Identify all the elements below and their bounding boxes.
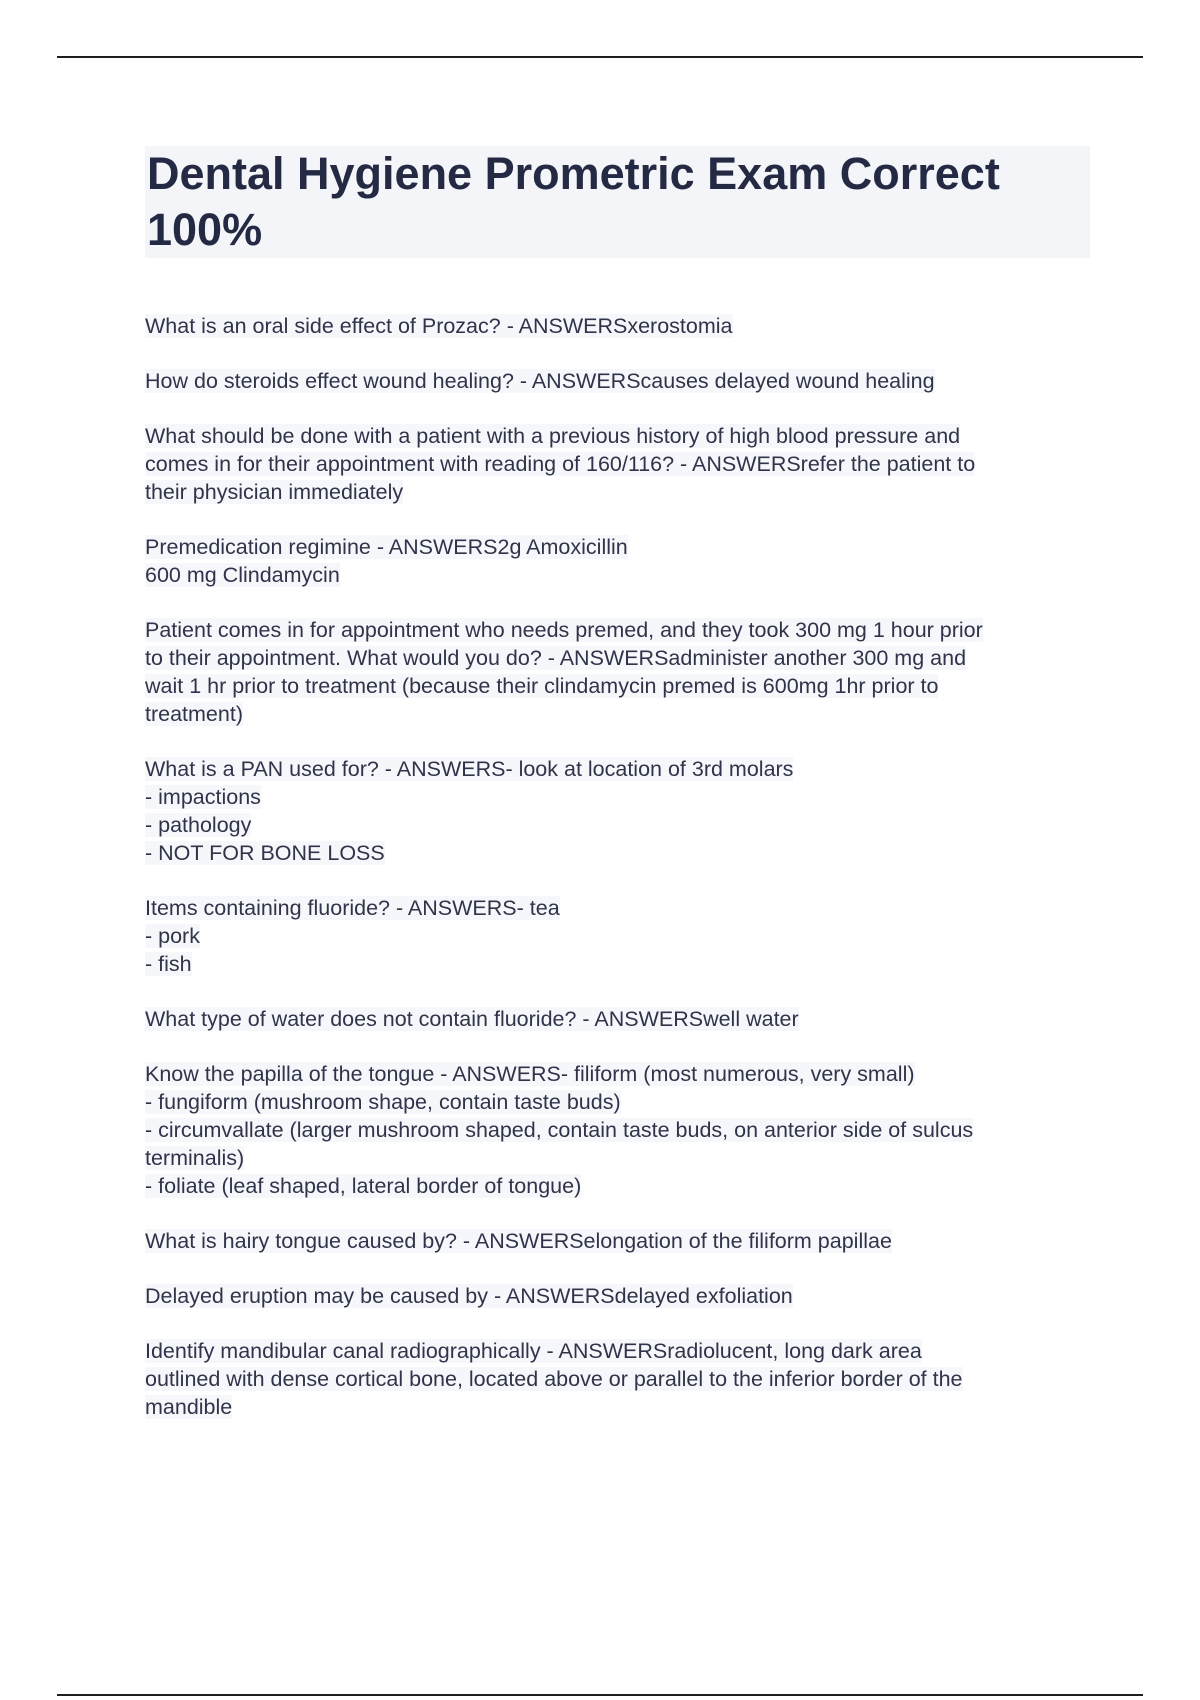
qa-line	[145, 783, 1090, 811]
qa-line-text: - circumvallate (larger mushroom shaped, contain taste buds, on anterior side of sulcus	[145, 1118, 974, 1142]
qa-line	[145, 672, 1090, 700]
qa-line	[145, 755, 1090, 783]
qa-item	[145, 616, 1090, 728]
qa-line-text: What is a PAN used for? - ANSWERS- look at location of 3rd molars	[145, 757, 794, 781]
qa-line	[145, 922, 1090, 950]
qa-line	[145, 616, 1090, 644]
qa-line-text: What is an oral side effect of Prozac? - ANSWERSxerostomia	[145, 314, 733, 338]
qa-item	[145, 894, 1090, 978]
qa-line-text: - pathology	[145, 813, 252, 837]
qa-line-text: - fish	[145, 952, 192, 976]
qa-line	[145, 1088, 1090, 1116]
qa-line-text: Know the papilla of the tongue - ANSWERS- filiform (most numerous, very small)	[145, 1062, 915, 1086]
qa-line-text: - pork	[145, 924, 200, 948]
top-rule	[57, 56, 1143, 58]
qa-item	[145, 1282, 1090, 1310]
qa-line	[145, 312, 1090, 340]
qa-line	[145, 950, 1090, 978]
qa-line-text: treatment)	[145, 702, 243, 726]
qa-line	[145, 533, 1090, 561]
qa-line-text: comes in for their appointment with reading of 160/116? - ANSWERSrefer the patient to	[145, 452, 976, 476]
qa-line	[145, 1282, 1090, 1310]
qa-line	[145, 1005, 1090, 1033]
qa-line-text: - impactions	[145, 785, 261, 809]
qa-item	[145, 1337, 1090, 1421]
qa-line	[145, 700, 1090, 728]
qa-line-text: What is hairy tongue caused by? - ANSWERSelongation of the filiform papillae	[145, 1229, 892, 1253]
qa-line	[145, 894, 1090, 922]
qa-line-text: - foliate (leaf shaped, lateral border of tongue)	[145, 1174, 582, 1198]
document-body	[145, 146, 1090, 1448]
qa-line	[145, 1144, 1090, 1172]
qa-item	[145, 1005, 1090, 1033]
qa-line-text: to their appointment. What would you do? - ANSWERSadminister another 300 mg and	[145, 646, 967, 670]
qa-item	[145, 1227, 1090, 1255]
qa-line	[145, 478, 1090, 506]
qa-item	[145, 367, 1090, 395]
qa-line	[145, 644, 1090, 672]
qa-line-text: Patient comes in for appointment who needs premed, and they took 300 mg 1 hour prior	[145, 618, 983, 642]
qa-line-text: What type of water does not contain fluoride? - ANSWERSwell water	[145, 1007, 799, 1031]
qa-line-text: Items containing fluoride? - ANSWERS- tea	[145, 896, 560, 920]
title-line: 100%	[147, 204, 263, 255]
qa-line	[145, 1060, 1090, 1088]
qa-line-text: 600 mg Clindamycin	[145, 563, 340, 587]
qa-line	[145, 1227, 1090, 1255]
qa-line-text: How do steroids effect wound healing? - ANSWERScauses delayed wound healing	[145, 369, 935, 393]
qa-item	[145, 1060, 1090, 1200]
qa-line-text: outlined with dense cortical bone, located above or parallel to the inferior border of the	[145, 1367, 963, 1391]
qa-line	[145, 811, 1090, 839]
qa-line-text: terminalis)	[145, 1146, 245, 1170]
bottom-rule	[57, 1694, 1143, 1696]
qa-line	[145, 422, 1090, 450]
qa-line	[145, 561, 1090, 589]
qa-line	[145, 1365, 1090, 1393]
qa-line-text: - fungiform (mushroom shape, contain taste buds)	[145, 1090, 621, 1114]
qa-line	[145, 1393, 1090, 1421]
qa-line	[145, 1337, 1090, 1365]
qa-line	[145, 1172, 1090, 1200]
qa-line-text: mandible	[145, 1395, 233, 1419]
qa-line-text: - NOT FOR BONE LOSS	[145, 841, 385, 865]
document-title	[145, 146, 1090, 258]
qa-list	[145, 312, 1090, 1421]
qa-line-text: Premedication regimine - ANSWERS2g Amoxicillin	[145, 535, 628, 559]
qa-line-text: wait 1 hr prior to treatment (because their clindamycin premed is 600mg 1hr prior to	[145, 674, 939, 698]
qa-line-text: their physician immediately	[145, 480, 404, 504]
qa-item	[145, 312, 1090, 340]
qa-item	[145, 422, 1090, 506]
qa-line-text: Delayed eruption may be caused by - ANSWERSdelayed exfoliation	[145, 1284, 793, 1308]
title-line: Dental Hygiene Prometric Exam Correct	[147, 148, 1000, 199]
qa-line	[145, 839, 1090, 867]
qa-line	[145, 450, 1090, 478]
qa-line	[145, 367, 1090, 395]
qa-line-text: Identify mandibular canal radiographically - ANSWERSradiolucent, long dark area	[145, 1339, 922, 1363]
qa-line	[145, 1116, 1090, 1144]
qa-line-text: What should be done with a patient with a previous history of high blood pressure and	[145, 424, 961, 448]
qa-item	[145, 533, 1090, 589]
qa-item	[145, 755, 1090, 867]
